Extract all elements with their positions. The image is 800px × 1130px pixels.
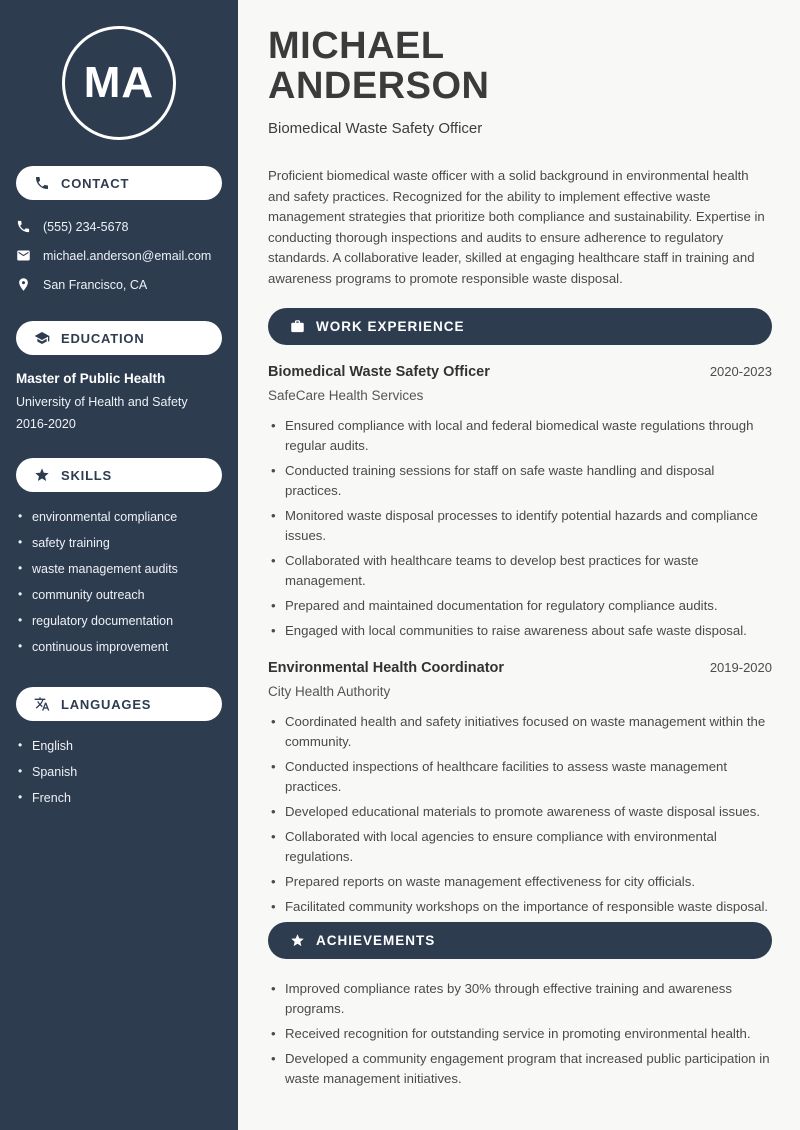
job-role: Biomedical Waste Safety Officer [268,363,490,380]
email-address: michael.anderson@email.com [43,248,212,263]
job-bullet: • Engaged with local communities to raise awareness about safe waste disposal. [268,621,772,641]
contact-section-title: CONTACT [61,175,130,191]
work-experience-title: WORK EXPERIENCE [316,318,465,334]
job-bullet: • Collaborated with local agencies to ensure compliance with environmental regulations. [268,827,772,867]
name-line-1: MICHAEL [268,25,445,67]
avatar [62,26,176,140]
job-company: SafeCare Health Services [268,387,424,403]
star-icon [34,467,50,483]
skill-item: • waste management audits [16,556,222,582]
job-bullet: • Monitored waste disposal processes to identify potential hazards and compliance issues. [268,506,772,546]
job-bullet: • Ensured compliance with local and federal biomedical waste regulations through regular audits. [268,416,772,456]
job-company: City Health Authority [268,683,391,699]
achievement-bullet: • Improved compliance rates by 30% through effective training and awareness programs. [268,979,772,1019]
education-section-header [16,321,222,355]
achievement-bullet: • Received recognition for outstanding service in promoting environmental health. [268,1024,772,1044]
main-content [238,0,800,1130]
graduation-cap-icon [34,330,50,346]
achievements-list [268,979,772,1089]
contact-phone-row [16,212,222,241]
language-item: • Spanish [16,759,222,785]
job-title-subtitle: Biomedical Waste Safety Officer [268,120,483,137]
job-bullet: • Conducted training sessions for staff on safe waste handling and disposal practices. [268,461,772,501]
education-entry [16,371,222,431]
location-icon [16,277,31,292]
education-degree: Master of Public Health [16,371,166,386]
language-item: • French [16,785,222,811]
email-icon [16,248,31,263]
phone-icon [34,175,50,191]
skill-item: • safety training [16,530,222,556]
languages-list [16,733,222,811]
skill-item: • continuous improvement [16,634,222,660]
education-section-title: EDUCATION [61,330,145,346]
job-role: Environmental Health Coordinator [268,659,505,676]
skill-item: • community outreach [16,582,222,608]
language-item: • English [16,733,222,759]
job-entry [268,660,772,917]
job-entry [268,364,772,641]
location-text: San Francisco, CA [43,277,148,292]
skills-section-header [16,458,222,492]
job-bullet-list [268,712,772,917]
sidebar [0,0,238,1130]
phone-number: (555) 234-5678 [43,219,129,234]
job-bullet: • Prepared and maintained documentation for regulatory compliance audits. [268,596,772,616]
contact-list [16,212,222,299]
star-icon [290,933,305,948]
achievements-title: ACHIEVEMENTS [316,932,436,948]
skill-item: • regulatory documentation [16,608,222,634]
job-bullet: • Prepared reports on waste management effectiveness for city officials. [268,872,772,892]
education-years: 2016-2020 [16,417,76,431]
job-bullet: • Collaborated with healthcare teams to develop best practices for waste management. [268,551,772,591]
languages-section-header [16,687,222,721]
skills-section-title: SKILLS [61,467,113,483]
job-bullet: • Conducted inspections of healthcare facilities to assess waste management practices. [268,757,772,797]
job-bullet: • Developed educational materials to promote awareness of waste disposal issues. [268,802,772,822]
languages-section-title: LANGUAGES [61,696,152,712]
job-bullet: • Coordinated health and safety initiatives focused on waste management within the community. [268,712,772,752]
job-header [268,660,772,676]
contact-location-row [16,270,222,299]
professional-summary: Proficient biomedical waste officer with a solid background in environmental health and safety practices. Recognized for the ability to implement effective waste management strategies that prioritize both compliance and sustainability. Expertise in conducting thorough inspections and audits to ensure adherence to regulatory standards. A collaborative leader, skilled at engaging healthcare staff in training and awareness programs to promote responsible waste disposal. [268,168,765,286]
work-experience-banner [268,308,772,345]
education-school: University of Health and Safety [16,395,188,409]
translate-icon [34,696,50,712]
page-title [268,26,772,106]
job-dates: 2019-2020 [709,659,772,675]
skills-list [16,504,222,660]
achievement-bullet: • Developed a community engagement program that increased public participation in waste management initiatives. [268,1049,772,1089]
job-header [268,364,772,380]
achievements-banner [268,922,772,959]
job-dates: 2020-2023 [709,363,772,379]
contact-email-row [16,241,222,270]
avatar-initials: MA [83,58,155,107]
skill-item: • environmental compliance [16,504,222,530]
job-bullet: • Facilitated community workshops on the importance of responsible waste disposal. [268,897,772,917]
phone-icon [16,219,31,234]
job-bullet-list [268,416,772,641]
briefcase-icon [290,319,305,334]
contact-section-header [16,166,222,200]
name-line-2: ANDERSON [268,65,490,107]
